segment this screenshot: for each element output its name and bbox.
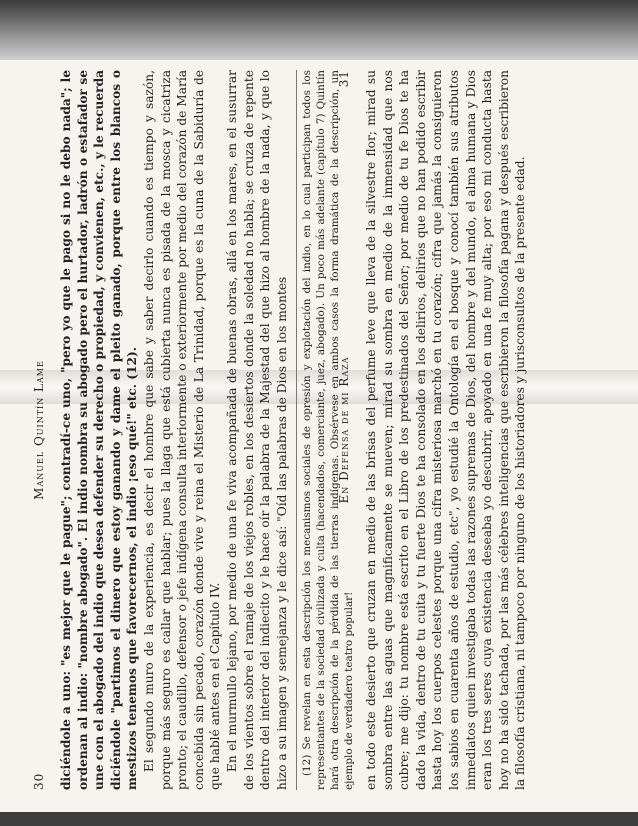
left-paragraph-3: En el murmullo lejano, por medio de una fe viva acompañada de buenas obras, allá en los mares, en el susurrar de los vientos sobre el ramaje de los viejos robles, en los desiertos donde la soledad no habla; se cruza de repente dentro del interior del indiecito y le hace oír la palabra de la Majestad del que hizo al hombre de la nada, y que lo hizo a su imagen y semejanza y le dice así: "Oíd las palabras de Dios en los montes xyxy=(224,70,289,790)
right-paragraph-1: en todo este desierto que cruzan en medio de las brisas del perfume leve que lleva de la silvestre flor; mirad su sombra entre las aguas que magnificamente se mueven; mirad su sombra en medio de la inmensidad que nos cubre; me dijo: tu nombre está escrito en el Libro de los predestinados del Señor; por medio de tu fe Dios te ha dado la vida, dentro de tu cuita y tu fuerte Dios te ha consolado en los delirios, delirios que no han podido escribir hasta hoy los cuerpos celestes porque una cifra misteriosa marchó en tu corazón; cifra que jamás la consiguieron los sabios en cuarenta años de estudio, etc", yo estudié la Ontología en el bosque y conocí también sus atributos inmediatos quien investigaba todas las razones supremas de Dios, del hombre y del mundo, el alma humana y Dios eran los tres seres cuya existencia deseaba yo descubrir, apoyado en una fe muy alta; por eso mi conducta hasta hoy no ha sido tachada, por las más célebres inteligencias que escribieron la filosofía pagana y después escribieron la filosofía cristiana, ni tampoco por ninguno de los historiadores y jurisconsultos de la presente edad. xyxy=(364,70,528,790)
left-running-head: Manuel Quintín Lame xyxy=(32,360,46,500)
right-running-head: En Defensa de mi Raza xyxy=(337,356,351,504)
scan-edge-top xyxy=(0,0,638,60)
scan-edge-bottom xyxy=(0,812,638,826)
right-page xyxy=(335,60,625,800)
left-page-body xyxy=(58,70,357,790)
footnote-text: (12) Se revelan en esta descripción los mecanismos sociales de opresión y explotación del indio, en lo cual participan todos los representantes de la sociedad civilizada y culta (hacendados, comerciante, juez, abogado). Un poco más adelante (capítulo 7) Quintín hará otra descripción de la pérdida de las tierras indígenas. Obsérvese en ambos casos la forma dramática de la descripción, un ejemplo de verdadero teatro popular! xyxy=(301,70,355,790)
right-page-body xyxy=(363,70,529,790)
left-page-header xyxy=(30,60,52,800)
right-page-number: 31 xyxy=(337,70,351,88)
left-paragraph-1: diciéndole a uno: "es mejor que le pague"; contradí-ce uno, "pero yo que le pago si no le debo nada"; le ordenan al indio: "nombre abogado". El indio nombra su abogado pero el hurtador, ladrón o estafador se une con el abogado del indio que desea defender su derecho o propiedad, y convienen, etc., y le recuerda diciéndole "partimos el dinero que estoy ganando y dame el pleito ganado, porque entre los blancos o mestizos tenemos que favorecernos, el indio ¡eso qué!" etc. (12). xyxy=(59,70,140,790)
left-paragraph-2: El segundo muro de la experiencia, es decir el hombre que sabe y saber decirlo cuando es tiempo y sazón, porque más seguro es callar que hablar; pues la llaga que está cubierta nunca es pisada de la mosca y cicatriza pronto; el caudillo, defensor o jefe indígena consulta interiormente o exteriormente por medio del corazón de María concebida sin pecado, corazón donde vive y reina el Misterio de La Trinidad, porque es la cuna de la Sabiduría de que hablé antes en el Capítulo IV. xyxy=(141,70,223,790)
right-page-header xyxy=(335,60,357,800)
left-page-number: 30 xyxy=(32,772,46,790)
